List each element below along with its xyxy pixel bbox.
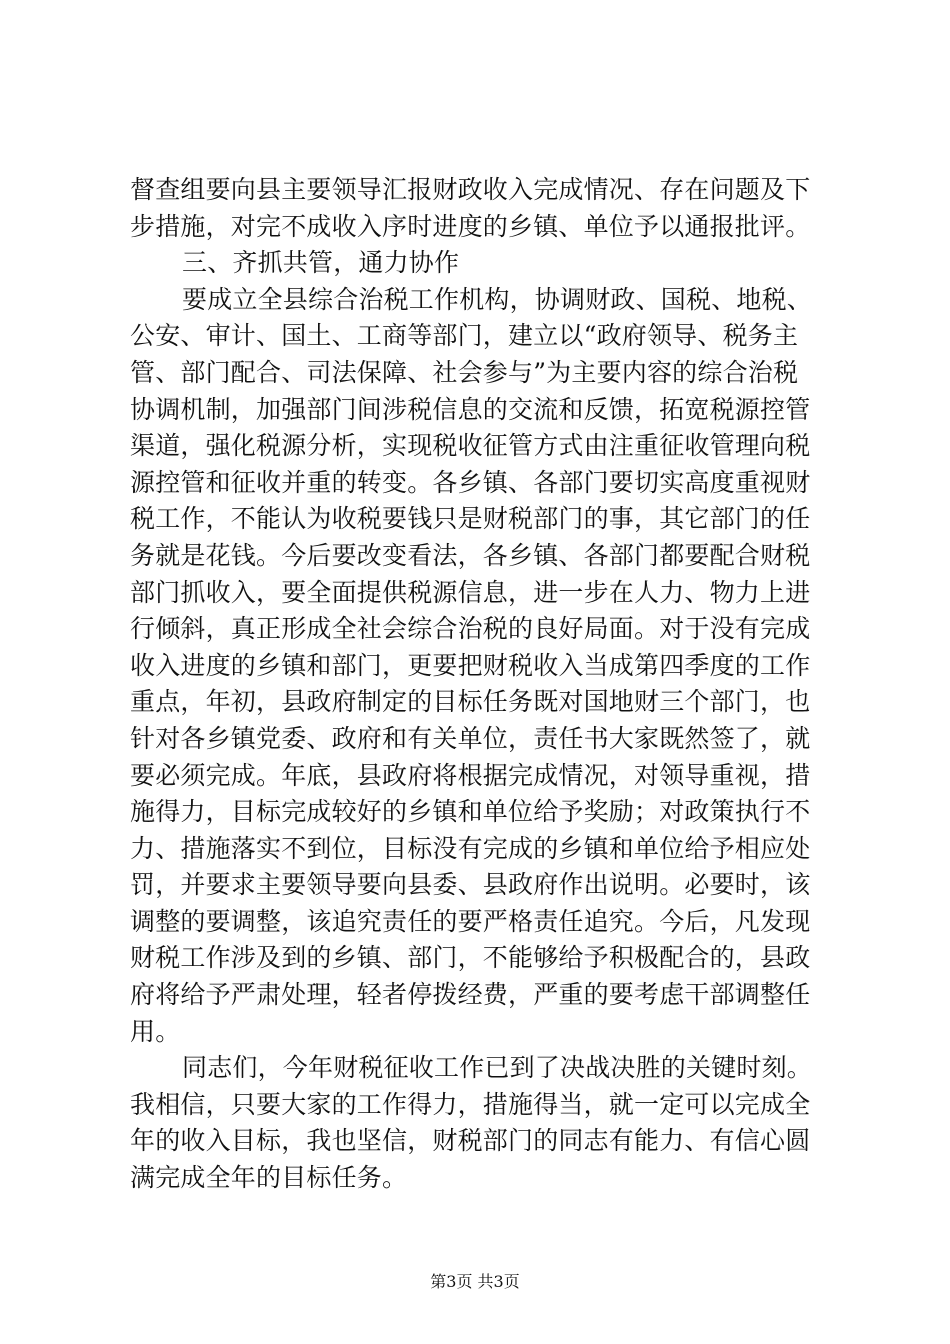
text-line: 财税工作涉及到的乡镇、部门，不能够给予积极配合的，县政	[130, 943, 811, 973]
text-line: 税工作，不能认为收税要钱只是财税部门的事，其它部门的任	[130, 504, 811, 534]
document-body	[130, 172, 830, 1197]
text-line: 管、部门配合、司法保障、社会参与”为主要内容的综合治税	[130, 357, 799, 387]
text-line: 同志们，今年财税征收工作已到了决战决胜的关键时刻。	[182, 1053, 813, 1083]
text-line: 重点，年初，县政府制定的目标任务既对国地财三个部门，也	[130, 687, 811, 717]
paragraph-body	[130, 282, 830, 1050]
text-line: 公安、审计、国土、工商等部门，建立以“政府领导、税务主	[130, 321, 799, 351]
text-line: 罚，并要求主要领导要向县委、县政府作出说明。必要时，该	[130, 870, 811, 900]
text-line: 施得力，目标完成较好的乡镇和单位给予奖励；对政策执行不	[130, 797, 811, 827]
text-line: 年的收入目标，我也坚信，财税部门的同志有能力、有信心圆	[130, 1126, 811, 1156]
text-line: 满完成全年的目标任务。	[130, 1163, 408, 1193]
page-number-label: 第3页 共3页	[430, 1272, 520, 1291]
text-line: 督查组要向县主要领导汇报财政收入完成情况、存在问题及下	[130, 175, 811, 204]
text-line: 部门抓收入，要全面提供税源信息，进一步在人力、物力上进	[130, 577, 811, 607]
text-line: 源控管和征收并重的转变。各乡镇、各部门要切实高度重视财	[130, 467, 811, 497]
paragraph-body	[130, 1050, 830, 1196]
text-line: 府将给予严肃处理，轻者停拨经费，严重的要考虑干部调整任	[130, 980, 811, 1010]
section-heading	[130, 245, 830, 282]
text-line: 务就是花钱。今后要改变看法，各乡镇、各部门都要配合财税	[130, 540, 811, 570]
text-line: 我相信，只要大家的工作得力，措施得当，就一定可以完成全	[130, 1089, 811, 1119]
text-line: 调整的要调整，该追究责任的要严格责任追究。今后，凡发现	[130, 906, 811, 936]
text-line: 行倾斜，真正形成全社会综合治税的良好局面。对于没有完成	[130, 614, 811, 644]
text-line: 步措施，对完不成收入序时进度的乡镇、单位予以通报批评。	[130, 211, 811, 241]
paragraph-continuation	[130, 172, 830, 245]
text-line: 力、措施落实不到位，目标没有完成的乡镇和单位给予相应处	[130, 833, 811, 863]
text-line: 用。	[130, 1016, 181, 1046]
text-line: 针对各乡镇党委、政府和有关单位，责任书大家既然签了，就	[130, 723, 811, 753]
text-line: 收入进度的乡镇和部门，更要把财税收入当成第四季度的工作	[130, 650, 811, 680]
text-line: 要成立全县综合治税工作机构，协调财政、国税、地税、	[182, 284, 813, 314]
text-line: 协调机制，加强部门间涉税信息的交流和反馈，拓宽税源控管	[130, 394, 811, 424]
text-line: 要必须完成。年底，县政府将根据完成情况，对领导重视，措	[130, 760, 811, 790]
page-footer	[0, 1272, 950, 1292]
text-line: 渠道，强化税源分析，实现税收征管方式由注重征收管理向税	[130, 431, 811, 461]
heading-line: 三、齐抓共管，通力协作	[182, 248, 460, 278]
